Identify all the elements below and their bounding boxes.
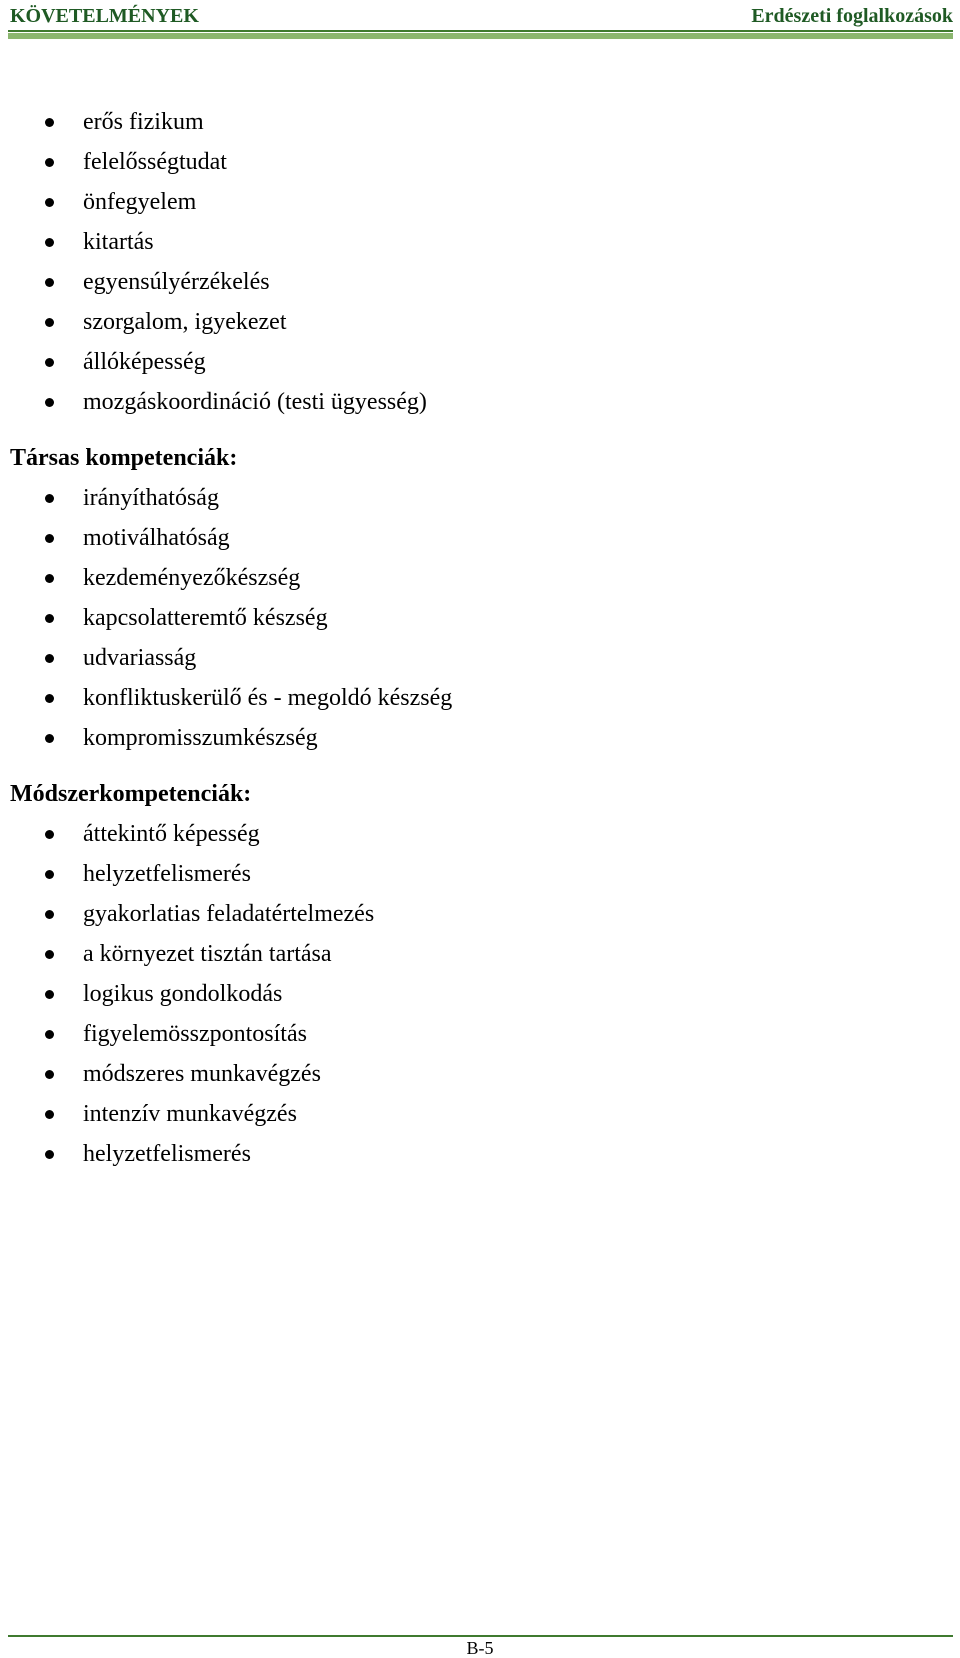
list-item [10, 342, 910, 382]
list-item-text: helyzetfelismerés [83, 1141, 251, 1167]
bullet-icon [45, 614, 54, 623]
bullet-icon [45, 534, 54, 543]
list-item [10, 974, 910, 1014]
list-item [10, 598, 910, 638]
footer-divider [8, 1635, 953, 1637]
list-item-text: gyakorlatias feladatértelmezés [83, 901, 375, 927]
bullet-list [10, 478, 910, 758]
section-heading: Társas kompetenciák: [10, 445, 238, 471]
bullet-icon [45, 830, 54, 839]
list-item [10, 638, 910, 678]
list-item-text: konfliktuskerülő és - megoldó készség [83, 685, 453, 711]
bullet-icon [45, 358, 54, 367]
list-item-text: helyzetfelismerés [83, 861, 251, 887]
list-item-text: kezdeményezőkészség [83, 565, 301, 591]
list-item-text: állóképesség [83, 349, 206, 375]
list-item [10, 302, 910, 342]
page-number: B-5 [466, 1638, 494, 1658]
list-item-text: szorgalom, igyekezet [83, 309, 287, 335]
bullet-icon [45, 158, 54, 167]
list-item-text: figyelemösszpontosítás [83, 1021, 307, 1047]
list-item [10, 222, 910, 262]
bullet-icon [45, 1030, 54, 1039]
bullet-icon [45, 318, 54, 327]
list-item [10, 814, 910, 854]
section-social-competencies [10, 438, 910, 758]
document-body [10, 102, 910, 1174]
list-item [10, 1054, 910, 1094]
page-header [10, 3, 953, 29]
list-item [10, 1134, 910, 1174]
bullet-icon [45, 654, 54, 663]
header-section-title: KÖVETELMÉNYEK [10, 5, 199, 27]
list-item-text: erős fizikum [83, 109, 204, 135]
list-item [10, 518, 910, 558]
bullet-icon [45, 870, 54, 879]
bullet-list [10, 102, 910, 422]
bullet-icon [45, 990, 54, 999]
list-item-text: kitartás [83, 229, 154, 255]
bullet-icon [45, 734, 54, 743]
list-item [10, 894, 910, 934]
bullet-icon [45, 950, 54, 959]
list-item-text: módszeres munkavégzés [83, 1061, 321, 1087]
bullet-icon [45, 118, 54, 127]
bullet-icon [45, 694, 54, 703]
bullet-list [10, 814, 910, 1174]
list-item-text: áttekintő képesség [83, 821, 260, 847]
list-item [10, 262, 910, 302]
list-item [10, 854, 910, 894]
list-item-text: logikus gondolkodás [83, 981, 283, 1007]
list-item-text: mozgáskoordináció (testi ügyesség) [83, 389, 427, 415]
section-heading: Módszerkompetenciák: [10, 781, 252, 807]
list-item [10, 478, 910, 518]
list-item [10, 102, 910, 142]
bullet-icon [45, 1110, 54, 1119]
bullet-icon [45, 910, 54, 919]
section-personal [10, 102, 910, 422]
bullet-icon [45, 198, 54, 207]
bullet-icon [45, 278, 54, 287]
list-item-text: kapcsolatteremtő készség [83, 605, 328, 631]
list-item [10, 1014, 910, 1054]
list-item-text: felelősségtudat [83, 149, 227, 175]
bullet-icon [45, 1150, 54, 1159]
list-item [10, 382, 910, 422]
list-item-text: a környezet tisztán tartása [83, 941, 332, 967]
list-item-text: udvariasság [83, 645, 197, 671]
list-item-text: önfegyelem [83, 189, 197, 215]
list-item-text: kompromisszumkészség [83, 725, 318, 751]
list-item [10, 182, 910, 222]
bullet-icon [45, 1070, 54, 1079]
list-item [10, 678, 910, 718]
list-item [10, 1094, 910, 1134]
list-item-text: irányíthatóság [83, 485, 219, 511]
list-item-text: egyensúlyérzékelés [83, 269, 270, 295]
header-divider [8, 30, 953, 39]
header-document-title: Erdészeti foglalkozások [751, 5, 953, 27]
bullet-icon [45, 574, 54, 583]
section-method-competencies [10, 774, 910, 1174]
list-item [10, 718, 910, 758]
list-item-text: intenzív munkavégzés [83, 1101, 297, 1127]
list-item [10, 142, 910, 182]
list-item-text: motiválhatóság [83, 525, 230, 551]
list-item [10, 934, 910, 974]
bullet-icon [45, 398, 54, 407]
list-item [10, 558, 910, 598]
bullet-icon [45, 238, 54, 247]
bullet-icon [45, 494, 54, 503]
